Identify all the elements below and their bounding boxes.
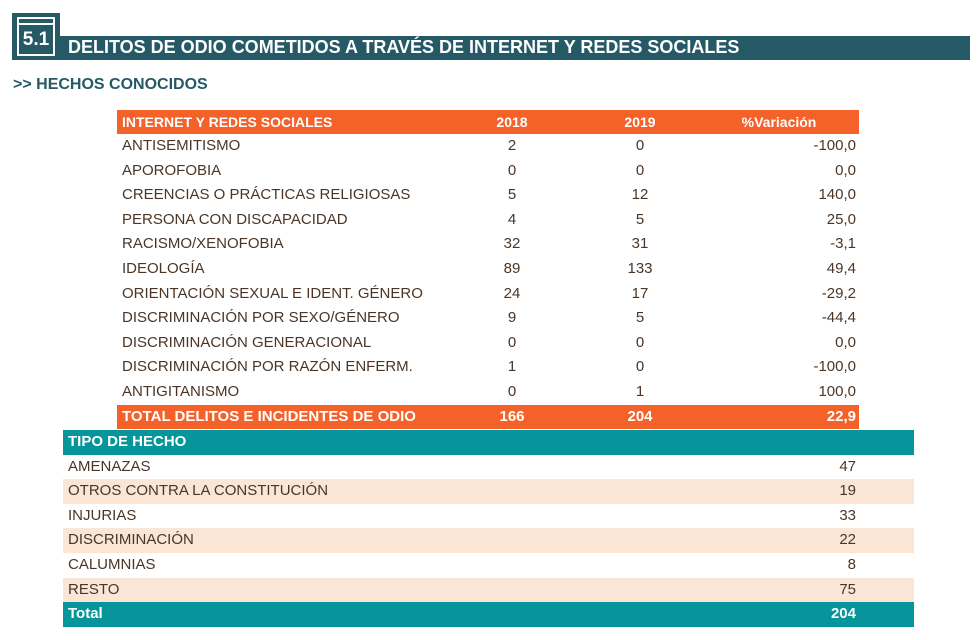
row-2019: 133 — [627, 259, 653, 277]
row-label: CREENCIAS O PRÁCTICAS RELIGIOSAS — [122, 186, 411, 204]
row-label: PERSONA CON DISCAPACIDAD — [122, 210, 348, 228]
row-label: ANTIGITANISMO — [122, 382, 240, 400]
row-label: DISCRIMINACIÓN POR RAZÓN ENFERM. — [122, 358, 413, 376]
row-label: ORIENTACIÓN SEXUAL E IDENT. GÉNERO — [122, 284, 423, 302]
row-2018: 89 — [503, 259, 521, 277]
table-row — [117, 208, 859, 233]
row-2019: 5 — [635, 210, 645, 228]
page-title: DELITOS DE ODIO COMETIDOS A TRAVÉS DE INTERNET Y REDES SOCIALES — [68, 37, 740, 57]
row-2018: 2 — [507, 137, 517, 154]
row-variation: 0,0 — [835, 161, 856, 179]
fact-value: 47 — [839, 457, 856, 475]
row-variation: 100,0 — [818, 382, 856, 400]
fact-type-row — [63, 578, 914, 603]
fact-label: CALUMNIAS — [68, 555, 156, 573]
row-2019: 17 — [631, 284, 649, 302]
row-2019: 31 — [631, 235, 649, 253]
fact-total-value: 204 — [830, 605, 856, 623]
fact-label: OTROS CONTRA LA CONSTITUCIÓN — [68, 482, 329, 500]
row-label: ANTISEMITISMO — [122, 137, 241, 154]
row-2018: 0 — [507, 333, 517, 351]
row-2018: 1 — [507, 358, 517, 376]
fact-value: 19 — [839, 482, 856, 500]
table-row — [117, 134, 859, 159]
fact-type-total-row — [63, 602, 914, 627]
header-2019: 2019 — [624, 114, 656, 130]
header-label: INTERNET Y REDES SOCIALES — [122, 114, 333, 130]
row-2019: 0 — [635, 333, 645, 351]
total-label: TOTAL DELITOS E INCIDENTES DE ODIO — [122, 407, 416, 425]
title-bar — [60, 36, 970, 60]
table-total-row — [117, 405, 859, 430]
fact-label: RESTO — [68, 580, 120, 598]
row-label: APOROFOBIA — [122, 161, 222, 179]
table-header-row — [117, 110, 859, 134]
row-2018: 0 — [507, 382, 517, 400]
table-row — [117, 380, 859, 405]
fact-type-row — [63, 553, 914, 578]
row-2018: 24 — [503, 284, 521, 302]
row-label: DISCRIMINACIÓN GENERACIONAL — [122, 333, 372, 351]
section-number: 5.1 — [22, 29, 50, 50]
table-row — [117, 183, 859, 208]
fact-value: 75 — [839, 580, 856, 598]
row-variation: -3,1 — [830, 235, 856, 253]
row-variation: -44,4 — [821, 309, 856, 327]
fact-value: 8 — [847, 555, 856, 573]
table-row — [117, 282, 859, 307]
fact-value: 33 — [839, 506, 856, 524]
row-2019: 0 — [635, 358, 645, 376]
row-2018: 5 — [507, 186, 517, 204]
total-2018: 166 — [499, 407, 525, 425]
fact-label: DISCRIMINACIÓN — [68, 531, 194, 549]
fact-value: 22 — [839, 531, 856, 549]
row-2019: 1 — [635, 382, 645, 400]
fact-type-header: TIPO DE HECHO — [68, 433, 187, 450]
row-variation: -29,2 — [821, 284, 856, 302]
row-2018: 4 — [507, 210, 517, 228]
table-row — [117, 331, 859, 356]
row-variation: 140,0 — [818, 186, 856, 204]
row-2018: 0 — [507, 161, 517, 179]
row-2018: 9 — [507, 309, 517, 327]
row-variation: 0,0 — [835, 333, 856, 351]
row-label: RACISMO/XENOFOBIA — [122, 235, 284, 253]
table-row — [117, 355, 859, 380]
section-number-badge — [12, 13, 60, 60]
row-label: IDEOLOGÍA — [122, 259, 205, 277]
fact-type-header-row — [63, 430, 914, 455]
row-2018: 32 — [503, 235, 521, 253]
fact-label: AMENAZAS — [68, 457, 151, 475]
row-variation: -100,0 — [813, 358, 856, 376]
row-variation: -100,0 — [813, 137, 856, 154]
fact-type-table — [63, 430, 914, 627]
fact-type-row — [63, 455, 914, 480]
header-2018: 2018 — [496, 114, 528, 130]
total-variation: 22,9 — [826, 407, 856, 425]
row-variation: 25,0 — [826, 210, 856, 228]
row-variation: 49,4 — [826, 259, 856, 277]
row-2019: 0 — [635, 161, 645, 179]
table-row — [117, 159, 859, 184]
header-variation: %Variación — [741, 114, 817, 130]
fact-type-row — [63, 504, 914, 529]
row-2019: 12 — [631, 186, 649, 204]
fact-total-label: Total — [68, 605, 103, 623]
row-2019: 5 — [635, 309, 645, 327]
table-row — [117, 232, 859, 257]
internet-crimes-table — [117, 110, 859, 429]
row-label: DISCRIMINACIÓN POR SEXO/GÉNERO — [122, 309, 400, 327]
fact-label: INJURIAS — [68, 506, 137, 524]
row-2019: 0 — [635, 137, 645, 154]
table-row — [117, 257, 859, 282]
fact-type-row — [63, 528, 914, 553]
table-row — [117, 306, 859, 331]
fact-type-row — [63, 479, 914, 504]
total-2019: 204 — [627, 407, 653, 425]
section-subtitle: >> HECHOS CONOCIDOS — [13, 76, 208, 93]
